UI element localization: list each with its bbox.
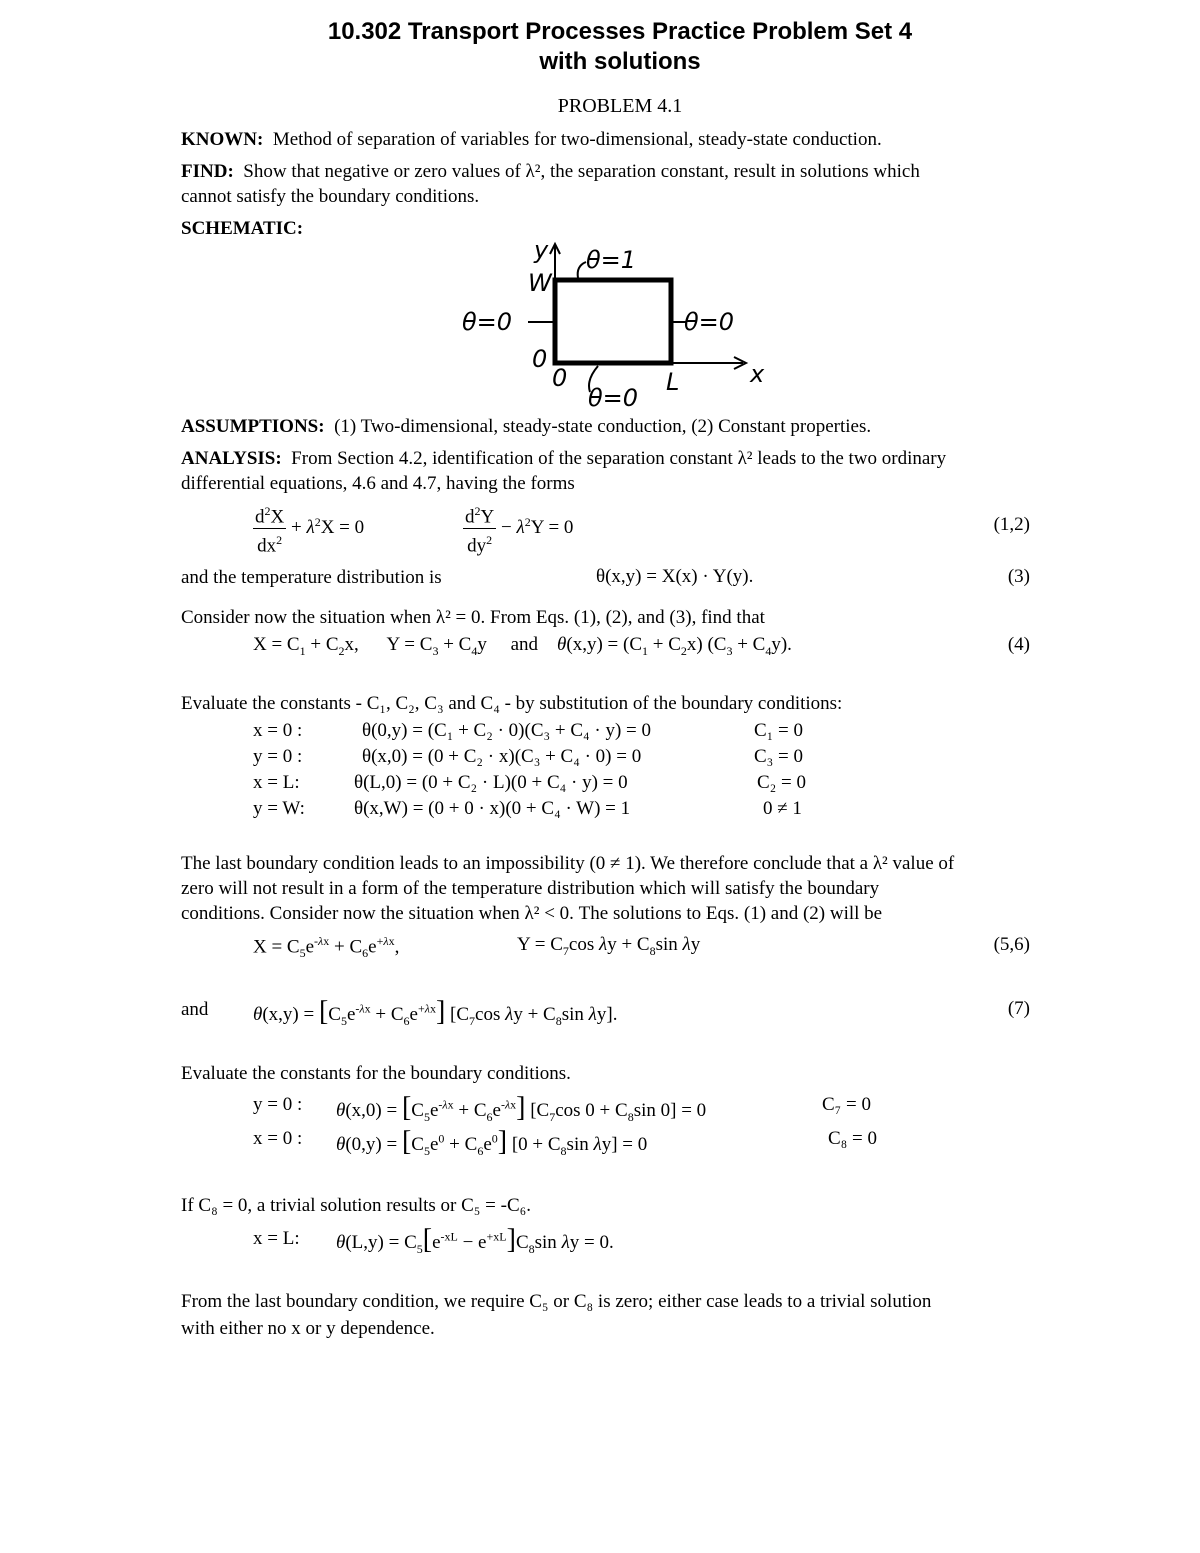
domain-rectangle <box>555 280 671 363</box>
bc2-result-2: C₈ = 0 <box>828 1128 878 1149</box>
y-axis-label: y <box>534 236 549 264</box>
bc-expr-1: θ(0,y) = (C₁ + C₂ · 0)(C₃ + C₄ · y) = 0 <box>362 720 652 741</box>
schematic-diagram <box>458 236 778 411</box>
bc2-cond-2: x = 0 : <box>253 1128 303 1149</box>
analysis-text-cont: differential equations, 4.6 and 4.7, having the forms <box>181 473 575 494</box>
bc2-result-1: C₇ = 0 <box>822 1094 872 1115</box>
last-bc-text-1: The last boundary condition leads to an impossibility (0 ≠ 1). We therefore conclude that a λ² value of <box>181 853 955 874</box>
assumptions-text: (1) Two-dimensional, steady-state conduction, (2) Constant properties. <box>334 416 872 437</box>
equation-1: $\frac{d^2X}{dx^2}$ + $\lambda^2X = 0$ <box>253 500 364 558</box>
equation-3-number: (3) <box>1007 566 1030 587</box>
w-label: W <box>528 269 552 297</box>
assumptions-line <box>181 415 871 439</box>
and-label: and <box>181 999 209 1020</box>
evaluate-constants-text: Evaluate the constants - C₁, C₂, C₃ and C₄ - by substitution of the boundary conditions: <box>181 693 843 714</box>
evaluate-bc-text: Evaluate the constants for the boundary conditions. <box>181 1063 571 1084</box>
bc2-expr-1: $\theta(x,0) = [C_5e^{-\lambda x} + C_6e^{-\lambda x}]$ [$C_7\cos$ $0 + C_8\sin$ 0] = 0 <box>336 1092 707 1124</box>
bc-result-1: C₁ = 0 <box>754 720 804 741</box>
find-text: Show that negative or zero values of λ², the separation constant, result in solutions which <box>243 161 920 182</box>
bc2-expr-2: $\theta(0,y) = [C_5e^0 + C_6e^0] [0 + C_8\sin$ λy] = 0 <box>336 1126 648 1158</box>
analysis-text: From Section 4.2, identification of the separation constant λ² leads to the two ordinary <box>291 448 947 469</box>
right-bc-label: θ=0 <box>684 308 735 336</box>
equation-5: $X = C_5e^{-\lambda x} + C_6e^{+\lambda x}$, <box>253 934 400 961</box>
equation-7-number: (7) <box>1007 998 1030 1019</box>
xl-cond: x = L: <box>253 1228 300 1249</box>
bc-cond-3: x = L: <box>253 772 300 793</box>
problem-heading: PROBLEM 4.1 <box>557 95 683 117</box>
last-bc-text-3: conditions. Consider now the situation when λ² < 0. The solutions to Eqs. (1) and (2) will be <box>181 903 883 924</box>
schematic-label: SCHEMATIC: <box>181 218 304 239</box>
equation-7: $\theta(x,y) = [C_5e^{-\lambda x} + C_6e^{+\lambda x}]$ [$C_7\cos$ $\lambda y + C_8\sin$ λy]. <box>253 996 618 1028</box>
x-axis-label: x <box>750 360 765 388</box>
bottom-bc-label: θ=0 <box>588 384 639 411</box>
equation-2: $\frac{d^2Y}{dy^2}$ − $\lambda^2Y = 0$ <box>463 500 573 558</box>
known-line <box>181 128 882 152</box>
known-text: Method of separation of variables for two-dimensional, steady-state conduction. <box>272 129 882 150</box>
bc-expr-2: θ(x,0) = (0 + C₂ · x)(C₃ + C₄ · 0) = 0 <box>362 746 642 767</box>
origin-y-label: 0 <box>532 345 548 373</box>
find-label: FIND: <box>181 161 234 182</box>
origin-x-label: 0 <box>552 364 568 392</box>
known-label: KNOWN: <box>181 129 264 150</box>
left-bc-label: θ=0 <box>462 308 513 336</box>
top-bc-leader <box>578 262 586 278</box>
bc-result-3: C₂ = 0 <box>757 772 807 793</box>
equation-1-2-number: (1,2) <box>993 514 1030 535</box>
temp-dist-text: and the temperature distribution is <box>181 567 442 588</box>
bc2-cond-1: y = 0 : <box>253 1094 303 1115</box>
page-title: 10.302 Transport Processes Practice Problem Set 4 <box>327 18 913 45</box>
find-line <box>181 160 920 184</box>
bc-result-4: 0 ≠ 1 <box>763 798 802 819</box>
equation-5-6-number: (5,6) <box>993 934 1030 955</box>
from-last-text-1: From the last boundary condition, we require C₅ or C₈ is zero; either case leads to a trivial solution <box>181 1291 932 1312</box>
bc-cond-4: y = W: <box>253 798 305 819</box>
from-last-text-2: with either no x or y dependence. <box>181 1318 435 1339</box>
l-label: L <box>666 368 680 396</box>
analysis-label: ANALYSIS: <box>181 448 282 469</box>
find-text-cont: cannot satisfy the boundary conditions. <box>181 186 480 207</box>
bc-expr-4: θ(x,W) = (0 + 0 · x)(0 + C₄ · W) = 1 <box>354 798 631 819</box>
analysis-line <box>181 447 946 471</box>
equation-6: $Y = C_7\cos$ $\lambda y + C_8\sin$ λy <box>517 934 701 958</box>
top-bc-label: θ=1 <box>586 246 637 274</box>
equation-4: $X = C_1 + C_2x$, $Y = C_3 + C_4y$ and $\theta(x,y) = (C_1 + C_2x) (C_3 + C_4y)$. <box>253 634 792 658</box>
page-subtitle: with solutions <box>539 48 701 75</box>
bc-expr-3: θ(L,0) = (0 + C₂ · L)(0 + C₄ · y) = 0 <box>354 772 628 793</box>
bc-cond-2: y = 0 : <box>253 746 303 767</box>
consider-zero-text: Consider now the situation when λ² = 0. From Eqs. (1), (2), and (3), find that <box>181 607 765 628</box>
assumptions-label: ASSUMPTIONS: <box>181 416 325 437</box>
if-c8-text: If C₈ = 0, a trivial solution results or C₅ = -C₆. <box>181 1195 532 1216</box>
bc-cond-1: x = 0 : <box>253 720 303 741</box>
equation-3: θ(x,y) = X(x) · Y(y). <box>596 566 754 587</box>
last-bc-text-2: zero will not result in a form of the temperature distribution which will satisfy the boundary <box>181 878 880 899</box>
xl-equation: $\theta(L,y) = C_5[e^{-xL} - e^{+xL}]C_8\sin$ λy = 0. <box>336 1224 614 1256</box>
bc-result-2: C₃ = 0 <box>754 746 804 767</box>
equation-4-number: (4) <box>1007 634 1030 655</box>
